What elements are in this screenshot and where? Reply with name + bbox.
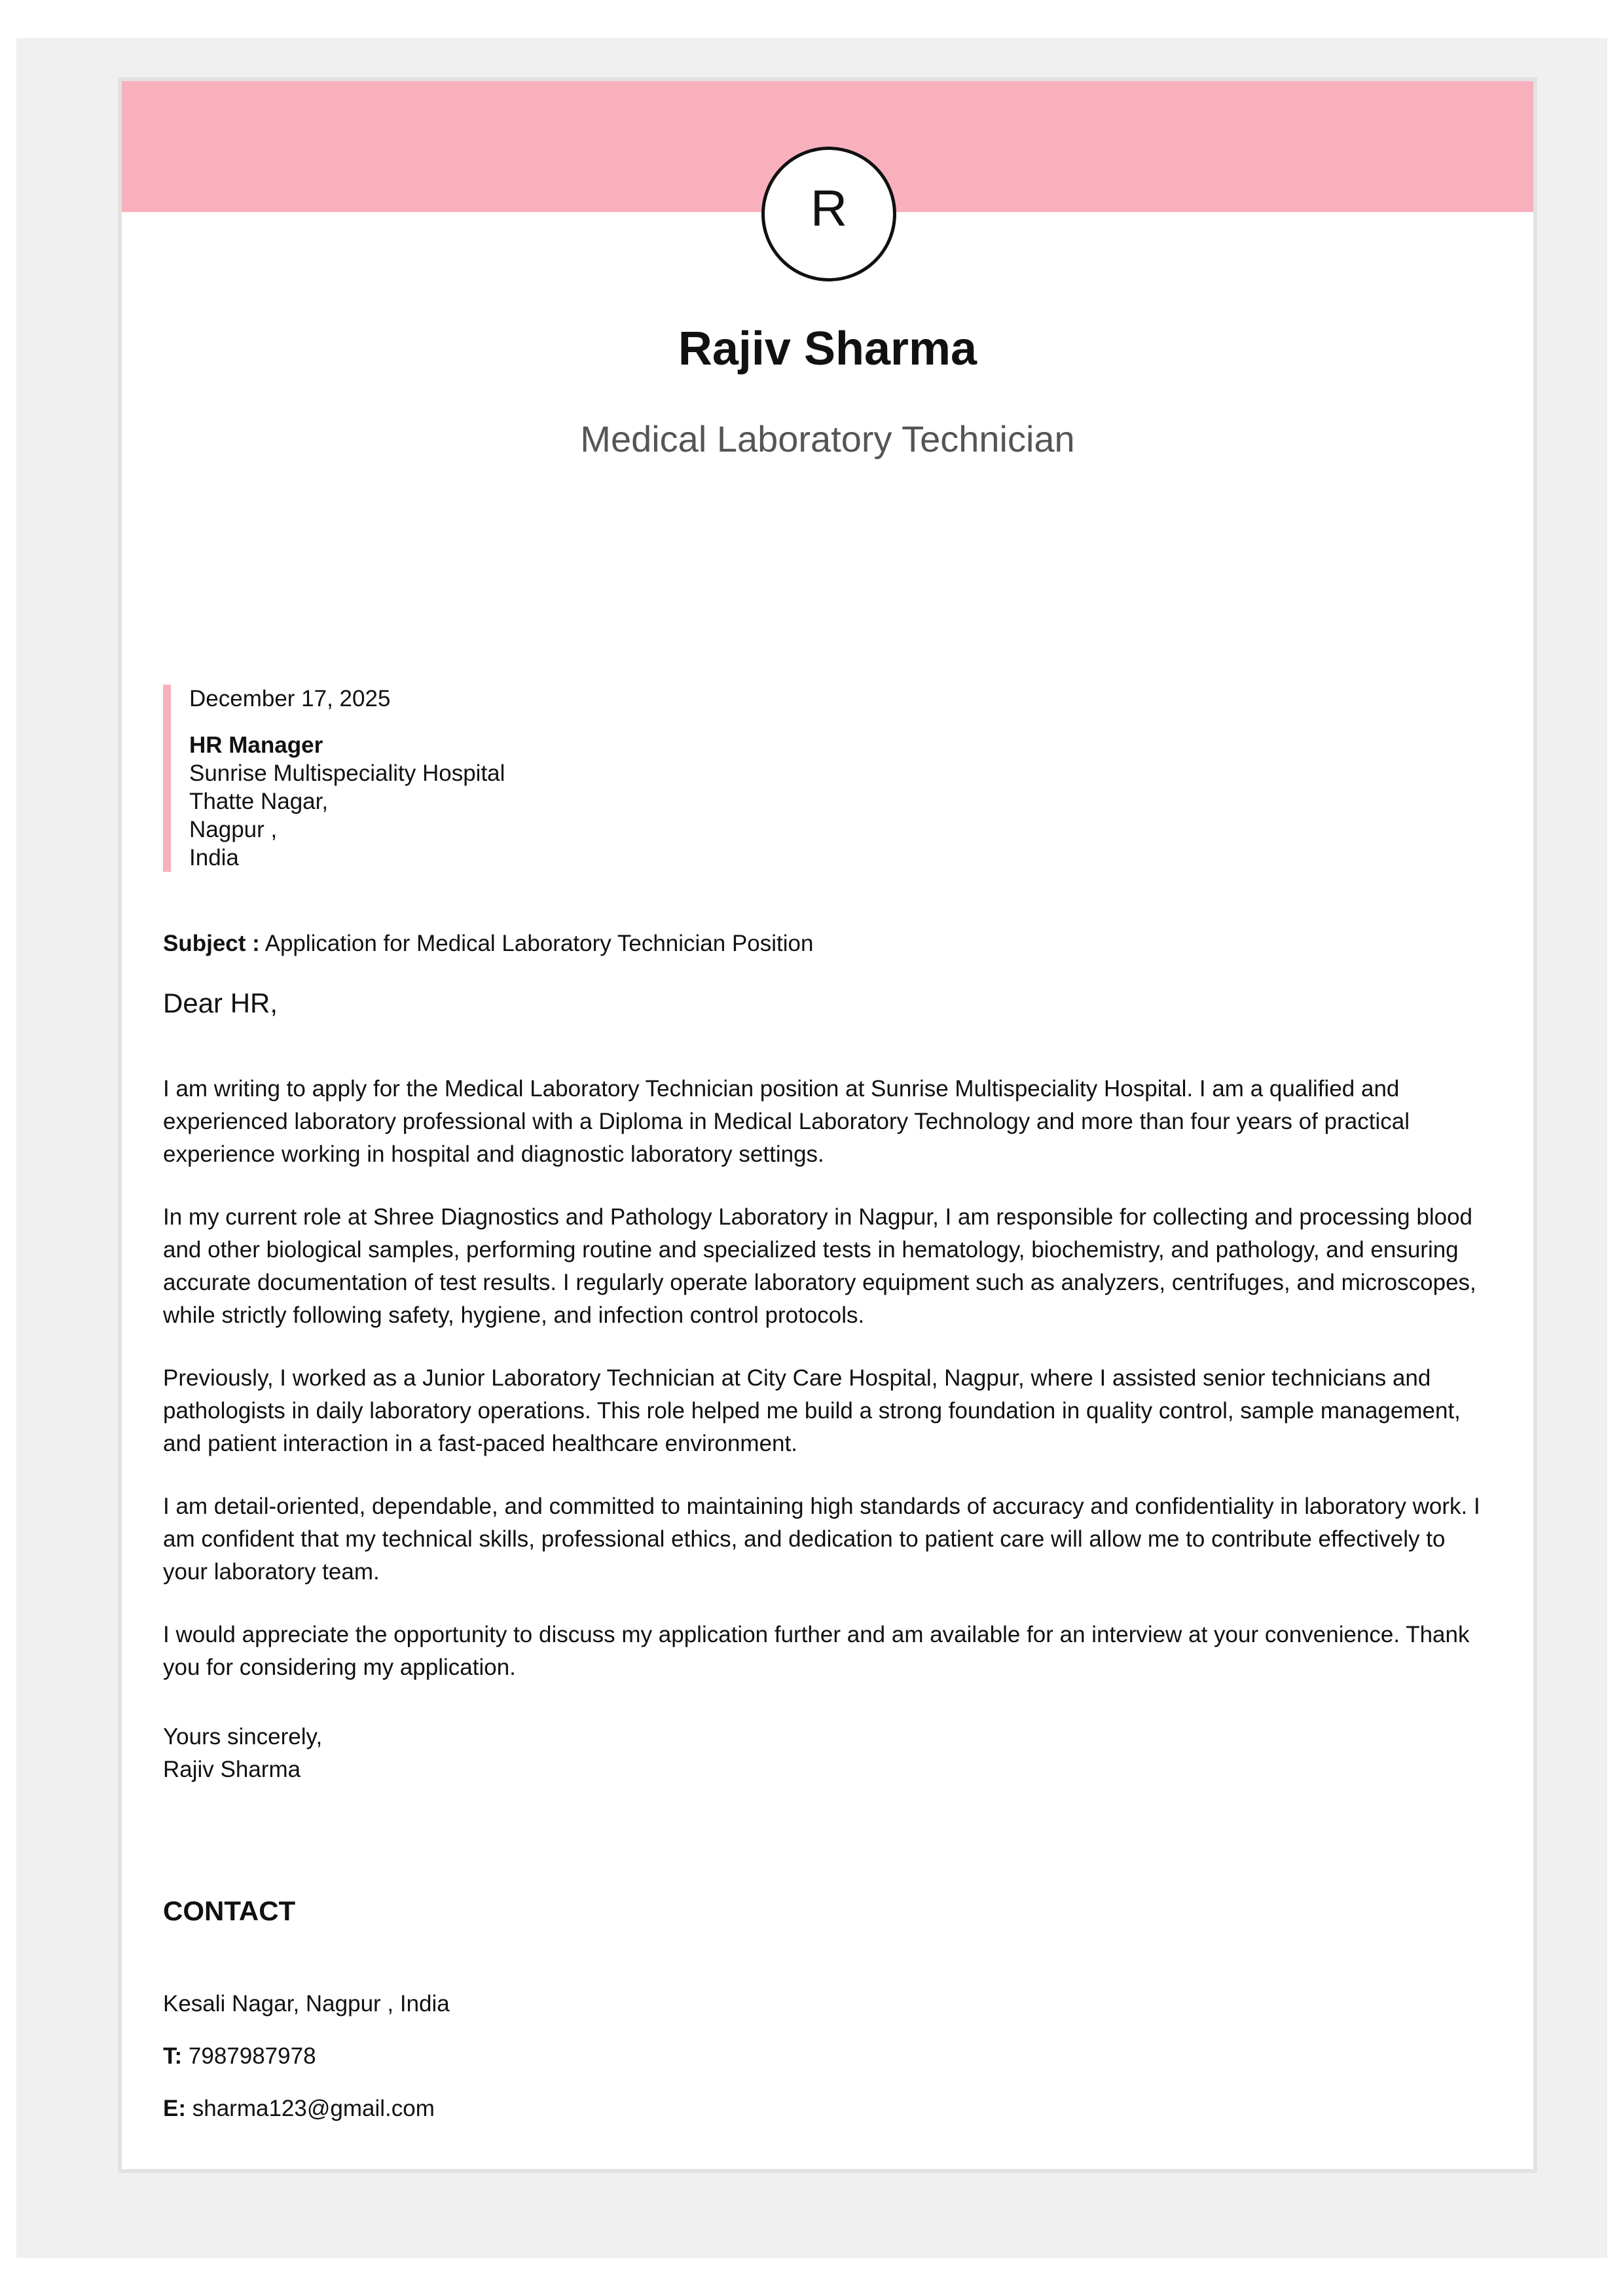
email-value: sharma123@gmail.com	[192, 2096, 435, 2121]
email-label: E:	[163, 2096, 186, 2121]
letter-body	[163, 1073, 1486, 1714]
contact-address: Kesali Nagar, Nagpur , India	[163, 1991, 450, 2017]
phone-value: 7987987978	[188, 2043, 316, 2069]
subject-text: Application for Medical Laboratory Technician Position	[264, 931, 814, 956]
body-paragraph: I am detail-oriented, dependable, and committed to maintaining high standards of accuracy and confidentiality in laboratory work. I am confident that my technical skills, professional ethics, and dedication to patient care will allow me to contribute effectively to your laboratory team.	[163, 1494, 1480, 1585]
letter-date: December 17, 2025	[189, 686, 391, 711]
closing-salutation: Yours sincerely,	[163, 1724, 323, 1749]
applicant-role: Medical Laboratory Technician	[580, 418, 1075, 459]
greeting: Dear HR,	[163, 988, 278, 1018]
closing-block	[163, 1721, 322, 1786]
subject-label: Subject :	[163, 931, 260, 956]
phone-label: T:	[163, 2043, 183, 2069]
avatar-initial: R	[810, 179, 848, 237]
recipient-address-line: Nagpur ,	[189, 817, 278, 842]
body-paragraph: Previously, I worked as a Junior Laboratory Technician at City Care Hospital, Nagpur, where I assisted senior technicians and pathologists in daily laboratory operations. This role helped me build a strong foundation in quality control, sample management, and patient interaction in a fast-paced healthcare environment.	[163, 1365, 1461, 1456]
applicant-name: Rajiv Sharma	[678, 323, 977, 375]
recipient-title: HR Manager	[189, 732, 323, 758]
contact-email	[163, 2096, 435, 2122]
contact-heading: CONTACT	[163, 1895, 296, 1926]
contact-phone	[163, 2043, 316, 2070]
body-paragraph: I am writing to apply for the Medical Laboratory Technician position at Sunrise Multispeciality Hospital. I am a qualified and experienced laboratory professional with a Diploma in Medical Laboratory Technology and more than four years of practical experience working in hospital and diagnostic laboratory settings.	[163, 1076, 1410, 1167]
subject-line	[163, 931, 813, 957]
avatar	[761, 147, 896, 281]
closing-signature: Rajiv Sharma	[163, 1757, 301, 1782]
body-paragraph: In my current role at Shree Diagnostics and Pathology Laboratory in Nagpur, I am responsible for collecting and processing blood and other biological samples, performing routine and specialized tests in hematology, biochemistry, and pathology, and ensuring accurate documentation of test results. I regularly operate laboratory equipment such as analyzers, centrifuges, and microscopes, while strictly following safety, hygiene, and infection control protocols.	[163, 1204, 1476, 1328]
recipient-address-line: Thatte Nagar,	[189, 789, 329, 814]
recipient-organization: Sunrise Multispeciality Hospital	[189, 761, 505, 786]
cover-letter-page	[118, 77, 1537, 2173]
recipient-address-line: India	[189, 845, 239, 870]
page-background	[16, 38, 1607, 2258]
body-paragraph: I would appreciate the opportunity to discuss my application further and am available for an interview at your convenience. Thank you for considering my application.	[163, 1622, 1470, 1680]
recipient-block	[163, 685, 949, 872]
